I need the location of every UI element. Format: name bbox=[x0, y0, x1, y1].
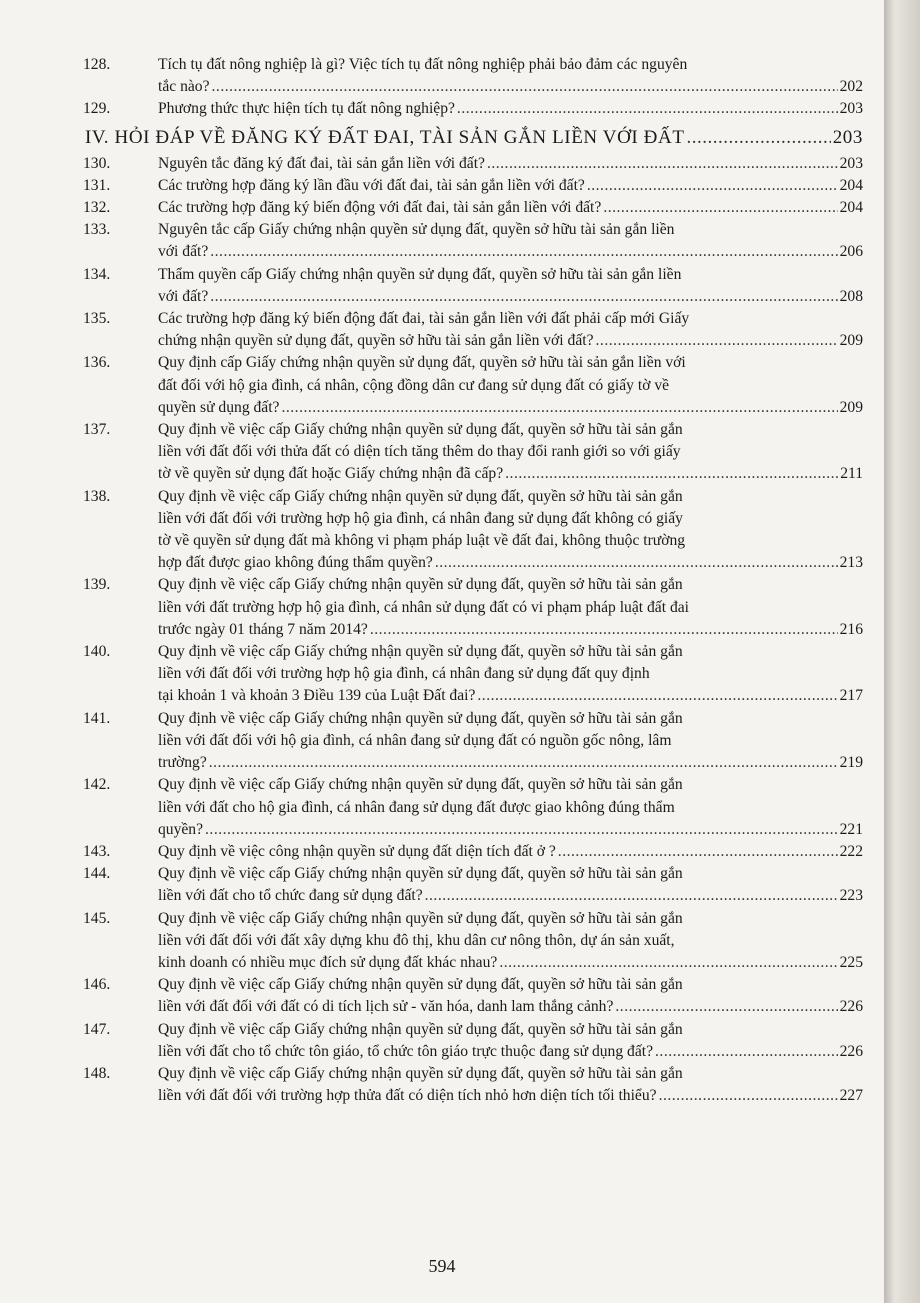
toc-entry-line bbox=[83, 352, 863, 374]
toc-entry-text: Nguyên tắc đăng ký đất đai, tài sản gắn liền với đất? bbox=[158, 154, 485, 172]
toc-entry-text: Quy định về việc cấp Giấy chứng nhận quyền sử dụng đất, quyền sở hữu tài sản gắn bbox=[158, 421, 683, 439]
toc-entry bbox=[83, 1063, 863, 1107]
leader-dots bbox=[487, 153, 838, 175]
leader-dots bbox=[615, 996, 837, 1018]
toc-entry-text: tờ về quyền sử dụng đất hoặc Giấy chứng nhận đã cấp? bbox=[158, 465, 504, 483]
toc-entry bbox=[83, 974, 863, 1018]
toc-entry-text: Các trường hợp đăng ký biến động đất đai, tài sản gắn liền với đất phải cấp mới Giấy bbox=[158, 310, 690, 328]
toc-entry-text: liền với đất đối với trường hợp hộ gia đình, cá nhân đang sử dụng đất quy định bbox=[158, 665, 650, 683]
toc-entry-line bbox=[83, 885, 863, 907]
toc-entry-text: liền với đất đối với trường hợp hộ gia đình, cá nhân đang sử dụng đất không có giấy bbox=[158, 509, 683, 527]
leader-dots bbox=[596, 330, 838, 352]
toc-entry-text: liền với đất trường hợp hộ gia đình, cá nhân sử dụng đất có vi phạm pháp luật đất đai bbox=[158, 598, 690, 616]
toc-entry-line bbox=[83, 1019, 863, 1041]
toc-page-number: 203 bbox=[839, 100, 863, 118]
toc-entry-text: với đất? bbox=[158, 287, 209, 305]
toc-entry-number: 147. bbox=[83, 1020, 111, 1038]
toc-entry-text: quyền sử dụng đất? bbox=[158, 398, 280, 416]
toc-entry-number: 142. bbox=[83, 776, 111, 794]
leader-dots bbox=[425, 885, 838, 907]
toc-page-number: 204 bbox=[839, 199, 863, 217]
toc-entry-line bbox=[83, 98, 863, 120]
toc-page-number: 206 bbox=[839, 243, 863, 261]
toc-entry-line bbox=[83, 530, 863, 552]
toc-entry-line bbox=[83, 863, 863, 885]
toc-page-number: 204 bbox=[839, 176, 863, 194]
toc-entry-text: tắc nào? bbox=[158, 78, 210, 96]
toc-page-number: 209 bbox=[839, 332, 863, 350]
toc-entry-number: 138. bbox=[83, 487, 111, 505]
toc-entry-number: 143. bbox=[83, 842, 111, 860]
toc-entry bbox=[83, 841, 863, 863]
toc-entry-text: Quy định về việc cấp Giấy chứng nhận quyền sử dụng đất, quyền sở hữu tài sản gắn bbox=[158, 576, 683, 594]
toc-entry-line bbox=[83, 552, 863, 574]
toc-entry-text: Quy định cấp Giấy chứng nhận quyền sử dụng đất, quyền sở hữu tài sản gắn liền với bbox=[158, 354, 686, 372]
leader-dots bbox=[370, 619, 838, 641]
toc-entry-text: tờ về quyền sử dụng đất mà không vi phạm pháp luật về đất đai, không thuộc trường bbox=[158, 532, 686, 550]
toc-entry-text: quyền? bbox=[158, 820, 204, 838]
toc-entry-text: liền với đất đối với đất xây dựng khu đô thị, khu dân cư nông thôn, dự án sản xuất, bbox=[158, 931, 675, 949]
toc-entry-text: liền với đất đối với thửa đất có diện tích tăng thêm do thay đổi ranh giới so với giấy bbox=[158, 443, 681, 461]
page-folio: 594 bbox=[428, 1256, 456, 1276]
toc-page-number: 219 bbox=[839, 754, 863, 772]
toc-entry-text: với đất? bbox=[158, 243, 209, 261]
leader-dots bbox=[587, 175, 838, 197]
toc-page-number: 227 bbox=[839, 1087, 863, 1105]
toc-entry-number: 134. bbox=[83, 265, 111, 283]
toc-entry-line bbox=[83, 685, 863, 707]
toc-entry-text: liền với đất đối với trường hợp thửa đất có diện tích nhỏ hơn diện tích tối thiểu? bbox=[158, 1087, 657, 1105]
leader-dots bbox=[499, 952, 837, 974]
toc-entry-line bbox=[83, 486, 863, 508]
toc-entry-number: 130. bbox=[83, 154, 111, 172]
toc-entry-text: tại khoản 1 và khoản 3 Điều 139 của Luật Đất đai? bbox=[158, 687, 476, 705]
toc-entry-text: trước ngày 01 tháng 7 năm 2014? bbox=[158, 620, 368, 638]
toc-entry-text: kinh doanh có nhiều mục đích sử dụng đất khác nhau? bbox=[158, 953, 498, 971]
toc-entry bbox=[83, 175, 863, 197]
toc-page-number: 211 bbox=[840, 465, 863, 483]
toc-entry-number: 146. bbox=[83, 976, 111, 994]
toc-entry-number: 128. bbox=[83, 56, 111, 73]
toc-entry bbox=[83, 863, 863, 907]
toc-entry-line bbox=[83, 330, 863, 352]
toc-entry bbox=[83, 98, 863, 120]
leader-dots bbox=[558, 841, 838, 863]
toc-entry-number: 141. bbox=[83, 709, 111, 727]
toc-page-number: 217 bbox=[839, 687, 863, 705]
toc-entry-text: Các trường hợp đăng ký lần đầu với đất đai, tài sản gắn liền với đất? bbox=[158, 176, 585, 194]
toc-page-number: 202 bbox=[839, 78, 863, 96]
toc-entry-number: 131. bbox=[83, 176, 111, 194]
toc-page-number: 226 bbox=[839, 998, 863, 1016]
toc-entry-line bbox=[83, 797, 863, 819]
toc-entry bbox=[83, 219, 863, 263]
toc-entry-text: Quy định về việc cấp Giấy chứng nhận quyền sử dụng đất, quyền sở hữu tài sản gắn bbox=[158, 487, 683, 505]
toc-entry bbox=[83, 641, 863, 708]
toc-entry-line bbox=[83, 1041, 863, 1063]
toc-entry-text: liền với đất cho tổ chức đang sử dụng đất? bbox=[158, 887, 423, 905]
toc-entry-line bbox=[83, 574, 863, 596]
toc-entry bbox=[83, 308, 863, 352]
toc-entry-line bbox=[83, 419, 863, 441]
toc-entry-line bbox=[83, 952, 863, 974]
toc-entry-line bbox=[83, 752, 863, 774]
toc-entry-number: 129. bbox=[83, 100, 111, 118]
toc-entry-line bbox=[83, 930, 863, 952]
toc-entry bbox=[83, 486, 863, 575]
section-title: IV. HỎI ĐÁP VỀ ĐĂNG KÝ ĐẤT ĐAI, TÀI SẢN GẮN LIỀN VỚI ĐẤT bbox=[85, 126, 685, 148]
toc-entry-text: liền với đất cho tổ chức tôn giáo, tổ chức tôn giáo trực thuộc đang sử dụng đất? bbox=[158, 1042, 654, 1060]
toc-page-number: 209 bbox=[839, 398, 863, 416]
leader-dots bbox=[205, 819, 838, 841]
toc-page-number: 225 bbox=[839, 953, 863, 971]
toc-entry bbox=[83, 708, 863, 775]
leader-dots bbox=[477, 685, 837, 707]
toc-entry-text: Quy định về việc cấp Giấy chứng nhận quyền sử dụng đất, quyền sở hữu tài sản gắn bbox=[158, 976, 683, 994]
toc-entry-number: 140. bbox=[83, 643, 111, 661]
toc-page-number: 221 bbox=[839, 820, 863, 838]
toc-entry-text: Quy định về việc cấp Giấy chứng nhận quyền sử dụng đất, quyền sở hữu tài sản gắn bbox=[158, 709, 683, 727]
toc-entry-text: Quy định về việc cấp Giấy chứng nhận quyền sử dụng đất, quyền sở hữu tài sản gắn bbox=[158, 865, 683, 883]
toc-entry-text: liền với đất đối với hộ gia đình, cá nhân đang sử dụng đất có nguồn gốc nông, lâm bbox=[158, 731, 672, 749]
toc-entry-number: 137. bbox=[83, 421, 111, 439]
toc-entry-text: Các trường hợp đăng ký biến động với đất đai, tài sản gắn liền với đất? bbox=[158, 199, 602, 217]
leader-dots bbox=[659, 1085, 838, 1107]
leader-dots bbox=[603, 197, 837, 219]
toc-entry-text: Thẩm quyền cấp Giấy chứng nhận quyền sử dụng đất, quyền sở hữu tài sản gắn liền bbox=[158, 265, 682, 283]
toc-entry-text: Phương thức thực hiện tích tụ đất nông nghiệp? bbox=[158, 100, 455, 118]
toc-page-number: 208 bbox=[839, 287, 863, 305]
leader-dots bbox=[210, 241, 837, 263]
toc-page-number: 203 bbox=[839, 154, 863, 172]
toc-entry-text: Quy định về việc công nhận quyền sử dụng đất diện tích đất ở ? bbox=[158, 842, 556, 860]
section-page-number: 203 bbox=[832, 126, 863, 148]
toc-entry-line bbox=[83, 264, 863, 286]
toc-entry-text: Quy định về việc cấp Giấy chứng nhận quyền sử dụng đất, quyền sở hữu tài sản gắn bbox=[158, 643, 683, 661]
toc-entry-line bbox=[83, 619, 863, 641]
toc-entry-number: 133. bbox=[83, 221, 111, 239]
toc-entry-line bbox=[83, 597, 863, 619]
toc-entry-line bbox=[83, 996, 863, 1018]
toc-entry-line bbox=[83, 308, 863, 330]
toc-entry-line bbox=[83, 974, 863, 996]
toc-entry-line bbox=[83, 375, 863, 397]
toc-entry-text: Quy định về việc cấp Giấy chứng nhận quyền sử dụng đất, quyền sở hữu tài sản gắn bbox=[158, 1064, 683, 1082]
table-of-contents bbox=[83, 54, 863, 1107]
toc-entry-line bbox=[83, 663, 863, 685]
toc-entry-line bbox=[83, 1063, 863, 1085]
toc-entry-number: 148. bbox=[83, 1064, 111, 1082]
toc-entry-number: 135. bbox=[83, 310, 111, 328]
leader-dots bbox=[505, 463, 838, 485]
toc-entry-number: 136. bbox=[83, 354, 111, 372]
toc-entry bbox=[83, 54, 863, 98]
toc-entry bbox=[83, 908, 863, 975]
toc-entry-line bbox=[83, 463, 863, 485]
toc-entry-text: Nguyên tắc cấp Giấy chứng nhận quyền sử dụng đất, quyền sở hữu tài sản gắn liền bbox=[158, 221, 675, 239]
leader-dots bbox=[210, 286, 837, 308]
book-page-edge bbox=[884, 0, 920, 1303]
toc-entry-text: đất đối với hộ gia đình, cá nhân, cộng đồng dân cư đang sử dụng đất có giấy tờ về bbox=[158, 376, 670, 394]
toc-entry bbox=[83, 197, 863, 219]
toc-entry-text: Quy định về việc cấp Giấy chứng nhận quyền sử dụng đất, quyền sở hữu tài sản gắn bbox=[158, 776, 683, 794]
toc-entry bbox=[83, 574, 863, 641]
toc-entry bbox=[83, 774, 863, 841]
toc-entry-line bbox=[83, 76, 863, 98]
toc-entry-line bbox=[83, 508, 863, 530]
toc-entry-line bbox=[83, 219, 863, 241]
toc-page-number: 216 bbox=[839, 620, 863, 638]
toc-entry-line bbox=[83, 175, 863, 197]
toc-entry-line bbox=[83, 841, 863, 863]
toc-entry-line bbox=[83, 908, 863, 930]
toc-entry-line bbox=[83, 153, 863, 175]
toc-entry-line bbox=[83, 286, 863, 308]
toc-entry-number: 144. bbox=[83, 865, 111, 883]
leader-dots bbox=[212, 76, 838, 98]
toc-entry-text: liền với đất cho hộ gia đình, cá nhân đang sử dụng đất được giao không đúng thẩm bbox=[158, 798, 675, 816]
toc-entry-text: trường? bbox=[158, 754, 207, 772]
toc-entry-line bbox=[83, 241, 863, 263]
toc-entry-line bbox=[83, 708, 863, 730]
toc-entries-before bbox=[83, 54, 863, 121]
toc-entry-number: 139. bbox=[83, 576, 111, 594]
leader-dots bbox=[655, 1041, 838, 1063]
toc-page-number: 222 bbox=[839, 842, 863, 860]
toc-entry-number: 132. bbox=[83, 199, 111, 217]
toc-entry-line bbox=[83, 397, 863, 419]
toc-entry-line bbox=[83, 441, 863, 463]
section-heading bbox=[83, 125, 863, 151]
toc-entry-text: chứng nhận quyền sử dụng đất, quyền sở hữu tài sản gắn liền với đất? bbox=[158, 332, 594, 350]
toc-entry-text: Quy định về việc cấp Giấy chứng nhận quyền sử dụng đất, quyền sở hữu tài sản gắn bbox=[158, 909, 683, 927]
leader-dots bbox=[457, 98, 838, 120]
toc-entry bbox=[83, 352, 863, 419]
toc-entry-text: Tích tụ đất nông nghiệp là gì? Việc tích tụ đất nông nghiệp phải bảo đảm các nguyên bbox=[158, 56, 688, 73]
toc-entries bbox=[83, 153, 863, 1108]
leader-dots bbox=[281, 397, 837, 419]
toc-page-number: 226 bbox=[839, 1042, 863, 1060]
toc-entry bbox=[83, 264, 863, 308]
toc-entry-line bbox=[83, 641, 863, 663]
toc-entry-text: liền với đất đối với đất có di tích lịch sử - văn hóa, danh lam thắng cảnh? bbox=[158, 998, 614, 1016]
leader-dots bbox=[687, 125, 831, 151]
toc-entry-line bbox=[83, 197, 863, 219]
toc-entry-line bbox=[83, 730, 863, 752]
toc-page-number: 223 bbox=[839, 887, 863, 905]
toc-entry bbox=[83, 419, 863, 486]
toc-entry-line bbox=[83, 54, 863, 76]
toc-entry-number: 145. bbox=[83, 909, 111, 927]
toc-entry bbox=[83, 153, 863, 175]
toc-entry-line bbox=[83, 819, 863, 841]
leader-dots bbox=[435, 552, 838, 574]
toc-entry-line bbox=[83, 1085, 863, 1107]
leader-dots bbox=[209, 752, 838, 774]
toc-entry-text: hợp đất được giao không đúng thẩm quyền? bbox=[158, 554, 433, 572]
toc-entry-line bbox=[83, 774, 863, 796]
toc-page-number: 213 bbox=[839, 554, 863, 572]
toc-entry-text: Quy định về việc cấp Giấy chứng nhận quyền sử dụng đất, quyền sở hữu tài sản gắn bbox=[158, 1020, 683, 1038]
toc-entry bbox=[83, 1019, 863, 1063]
